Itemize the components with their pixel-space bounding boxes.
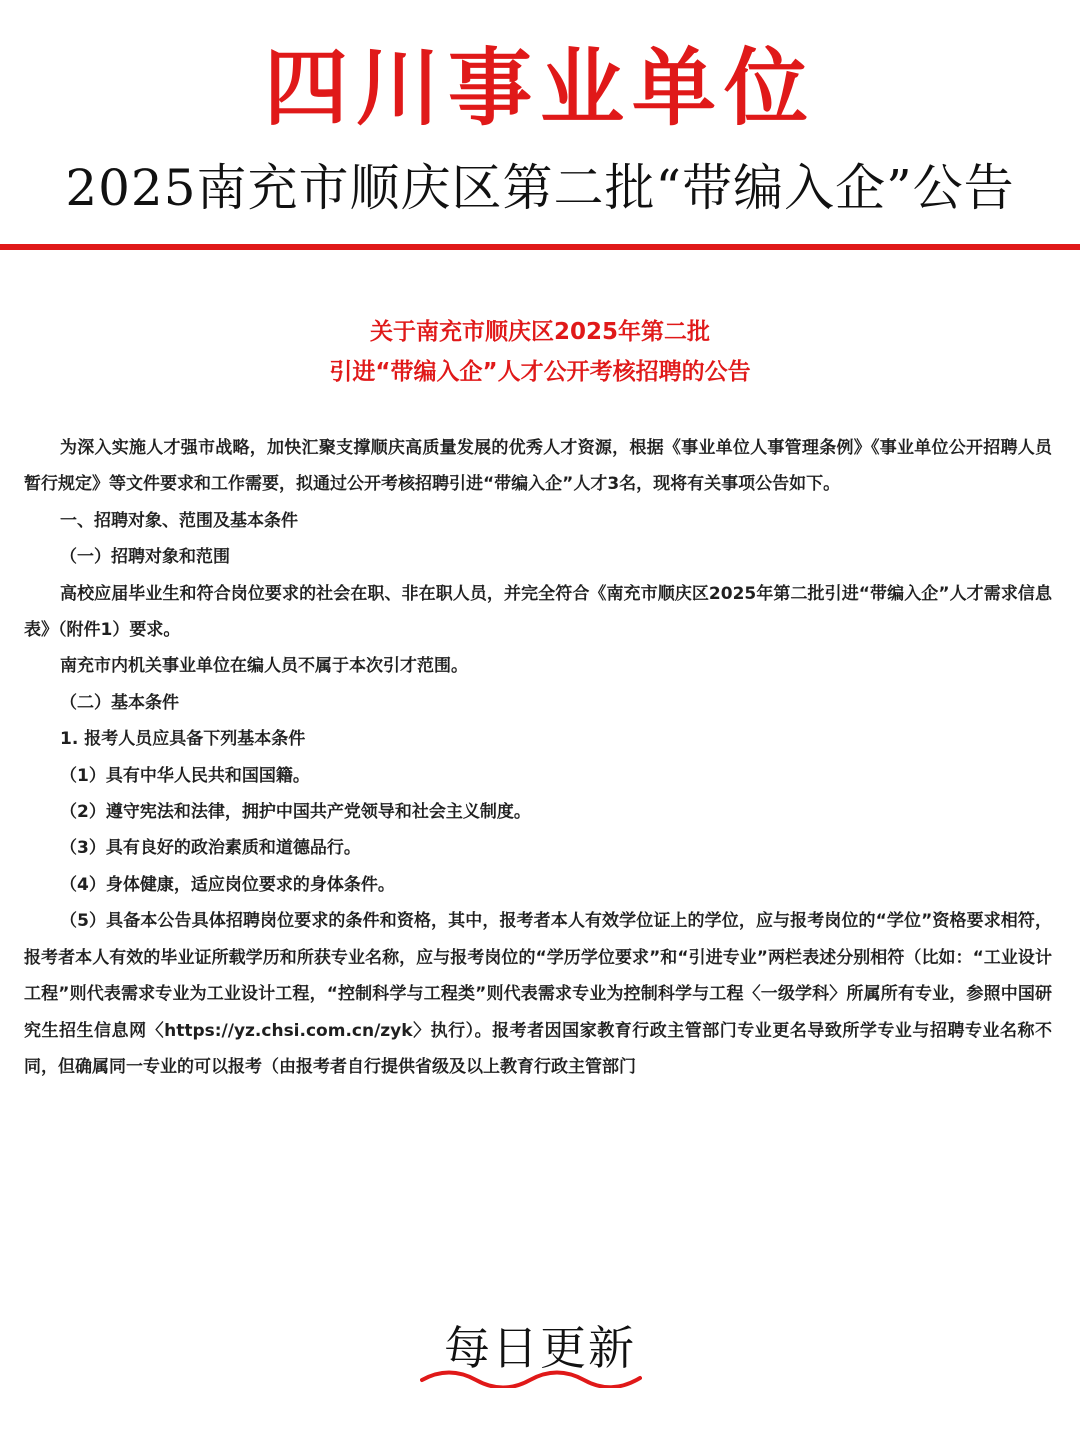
banner-subtitle: 2025南充市顺庆区第二批“带编入企”公告 <box>65 159 1015 217</box>
condition-item-1: （1）具有中华人民共和国国籍。 <box>60 765 310 786</box>
document-heading <box>0 312 1080 392</box>
document-heading-line-1: 关于南充市顺庆区2025年第二批 <box>369 319 710 345</box>
document-heading-line-2: 引进“带编入企”人才公开考核招聘的公告 <box>329 359 751 385</box>
banner-title: 四川事业单位 <box>263 38 816 137</box>
subsection-heading-scope: （一）招聘对象和范围 <box>60 547 230 568</box>
intro-paragraph: 为深入实施人才强市战略，加快汇聚支撑顺庆高质量发展的优秀人才资源，根据《事业单位人事管理条例》《事业单位公开招聘人员暂行规定》等文件要求和工作需要，拟通过公开考核招聘引进“带编入企”人才3名，现将有关事项公告如下。 <box>24 438 1052 495</box>
divider-rule <box>0 244 1080 250</box>
section-heading-recruitment: 一、招聘对象、范围及基本条件 <box>60 510 298 531</box>
condition-item-2: （2）遵守宪法和法律，拥护中国共产党领导和社会主义制度。 <box>60 802 531 823</box>
condition-item-4: （4）身体健康，适应岗位要求的身体条件。 <box>60 874 395 895</box>
subsection-heading-basic-conditions: （二）基本条件 <box>60 692 179 713</box>
exclusion-paragraph: 南充市内机关事业单位在编人员不属于本次引才范围。 <box>60 656 468 677</box>
condition-item-5: （5）具备本公告具体招聘岗位要求的条件和资格，其中，报考者本人有效学位证上的学位，应与报考岗位的“学位”资格要求相符，报考者本人有效的毕业证所载学历和所获专业名称，应与报考岗位的“学历学位要求”和“引进专业”两栏表述分别相符（比如：“工业设计工程”则代表需求专业为工业设计工程，“控制科学与工程类”则代表需求专业为控制科学与工程〈一级学科〉所属所有专业，参照中国研究生招生信息网〈https://yz.chsi.com.cn/zyk〉执行）。报考者因国家教育行政主管部门专业更名导致所学专业与招聘专业名称不同，但确属同一专业的可以报考（由报考者自行提供省级及以上教育行政主管部门 <box>24 911 1052 1077</box>
footer-label: 每日更新 <box>444 1321 636 1375</box>
scope-paragraph: 高校应届毕业生和符合岗位要求的社会在职、非在职人员，并完全符合《南充市顺庆区2025年第二批引进“带编入企”人才需求信息表》（附件1）要求。 <box>24 583 1052 641</box>
condition-item-3: （3）具有良好的政治素质和道德品行。 <box>60 838 361 859</box>
wavy-underline-icon <box>420 1368 642 1388</box>
condition-list-heading: 1. 报考人员应具备下列基本条件 <box>60 729 306 750</box>
document-body <box>24 430 1052 1085</box>
